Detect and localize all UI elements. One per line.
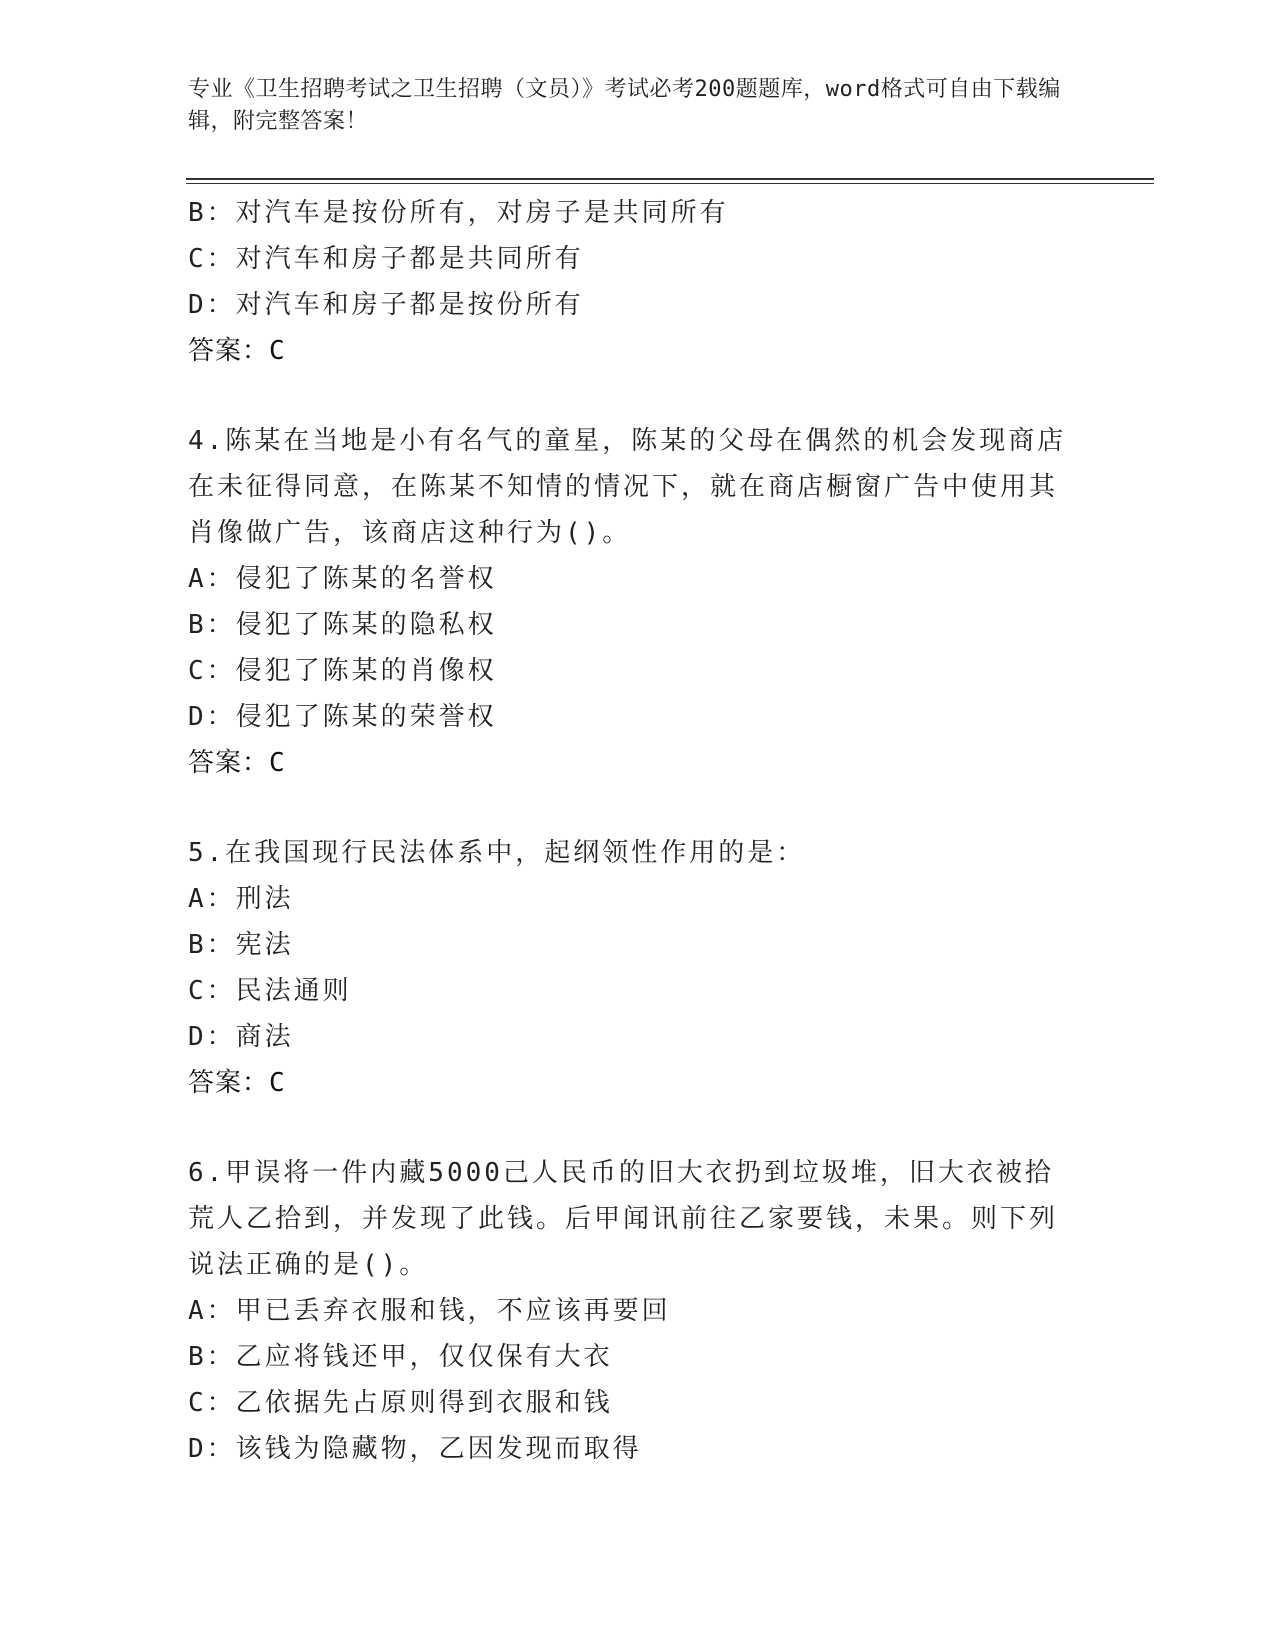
header-divider-thick — [186, 178, 1154, 180]
option-a: A：甲已丢弃衣服和钱，不应该再要回 — [188, 1296, 671, 1326]
option-c: C：民法通则 — [188, 976, 352, 1006]
option-c: C：侵犯了陈某的肖像权 — [188, 656, 497, 686]
option-d: D：对汽车和房子都是按份所有 — [188, 290, 584, 320]
option-a: A：刑法 — [188, 884, 294, 914]
document-header: 专业《卫生招聘考试之卫生招聘（文员）》考试必考200题题库，word格式可自由下载编辑，附完整答案！ — [188, 77, 1061, 134]
option-c: C：乙依据先占原则得到衣服和钱 — [188, 1388, 613, 1418]
option-b: B：宪法 — [188, 930, 294, 960]
question-4 — [188, 418, 1088, 786]
option-d: D：商法 — [188, 1022, 294, 1052]
option-c: C：对汽车和房子都是共同所有 — [188, 244, 584, 274]
option-b: B：对汽车是按份所有，对房子是共同所有 — [188, 198, 729, 228]
question-5 — [188, 830, 1088, 1106]
option-d: D：侵犯了陈某的荣誉权 — [188, 702, 497, 732]
option-b: B：侵犯了陈某的隐私权 — [188, 610, 497, 640]
option-b: B：乙应将钱还甲，仅仅保有大衣 — [188, 1342, 613, 1372]
question-stem: 5.在我国现行民法体系中，起纲领性作用的是： — [188, 838, 806, 868]
question-3-tail — [188, 190, 1088, 374]
answer: 答案：C — [188, 1068, 286, 1098]
option-a: A：侵犯了陈某的名誉权 — [188, 564, 497, 594]
answer: 答案：C — [188, 748, 286, 778]
question-stem: 6.甲误将一件内藏5000己人民币的旧大衣扔到垃圾堆，旧大衣被拾荒人乙拾到，并发现了此钱。后甲闻讯前往乙家要钱，未果。则下列说法正确的是()。 — [188, 1158, 1059, 1280]
question-list — [188, 190, 1088, 1472]
question-stem: 4.陈某在当地是小有名气的童星，陈某的父母在偶然的机会发现商店在未征得同意，在陈某不知情的情况下，就在商店橱窗广告中使用其肖像做广告，该商店这种行为()。 — [188, 426, 1067, 548]
answer: 答案：C — [188, 336, 286, 366]
header-divider-thin — [186, 183, 1154, 184]
question-6 — [188, 1150, 1088, 1472]
option-d: D：该钱为隐藏物，乙因发现而取得 — [188, 1434, 642, 1464]
